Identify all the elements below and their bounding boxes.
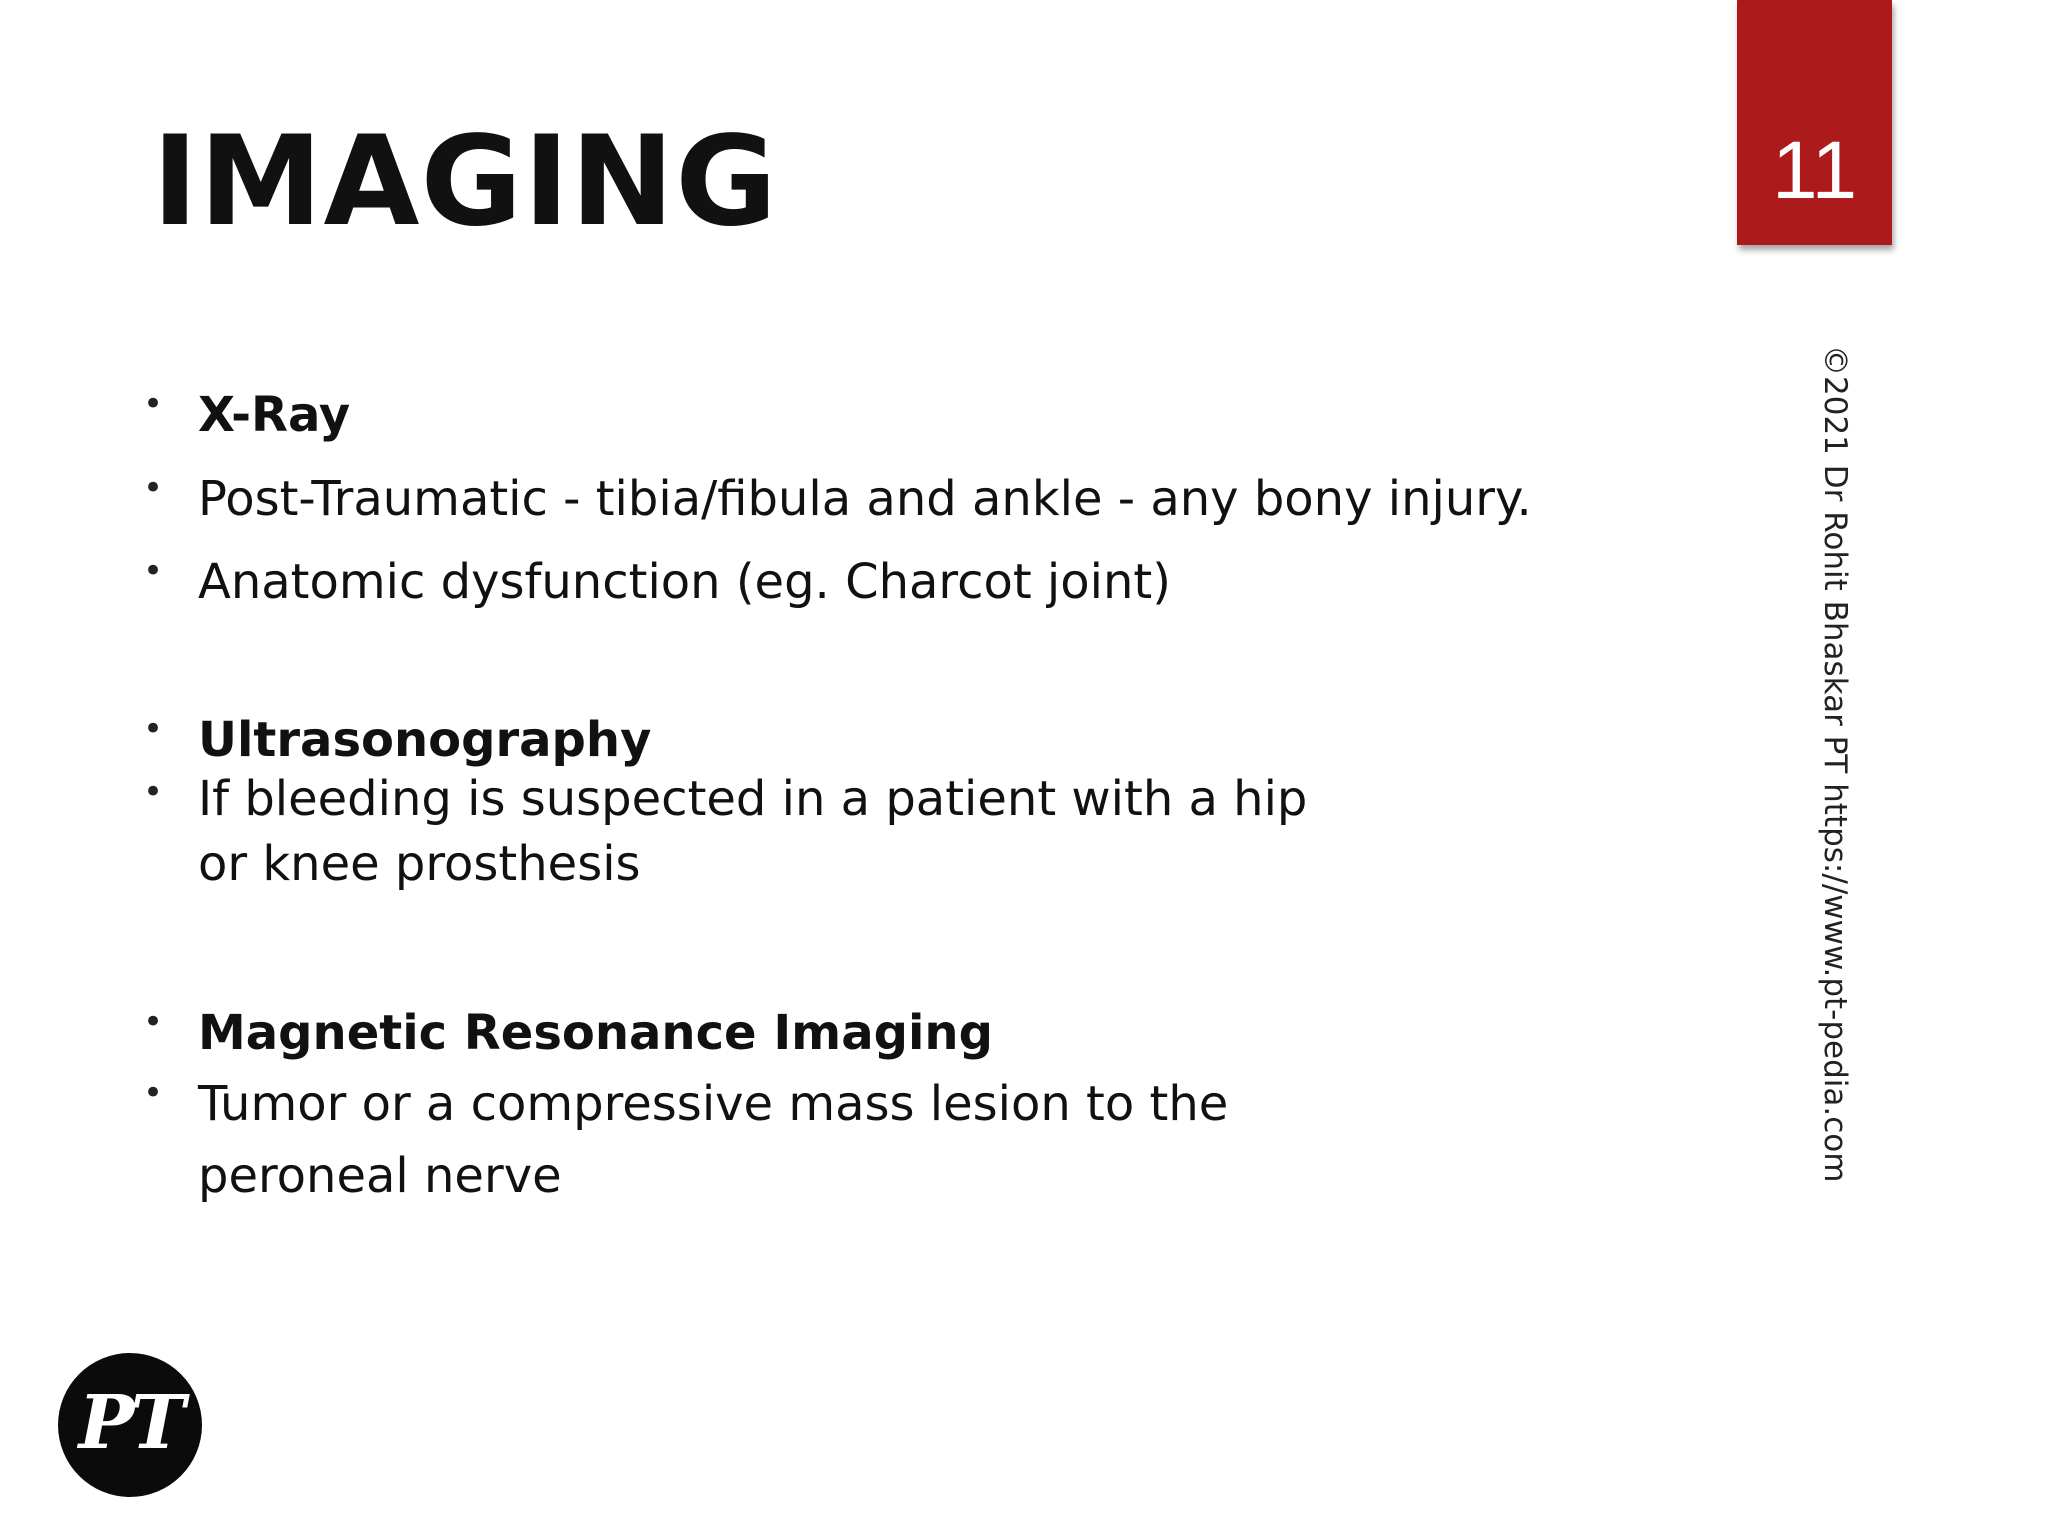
bullet-text: Anatomic dysfunction (eg. Charcot joint) <box>198 554 1171 610</box>
bullet-text-line: peroneal nerve <box>198 1148 562 1204</box>
section-heading: Ultrasonography <box>198 712 652 768</box>
bullet-text-line: If bleeding is suspected in a patient with a hip <box>198 771 1308 827</box>
bullet-icon: • <box>143 1002 164 1042</box>
bullet-heading-mri <box>143 997 993 1069</box>
section-heading: X-Ray <box>198 387 351 443</box>
bullet-text <box>198 767 1307 897</box>
page-number-tab <box>1737 0 1892 245</box>
bullet-heading-xray <box>143 379 350 451</box>
section-heading: Magnetic Resonance Imaging <box>198 1005 993 1061</box>
bullet-text-line: Tumor or a compressive mass lesion to the <box>198 1076 1229 1132</box>
bullet-item <box>143 767 1307 897</box>
bullet-item <box>143 1068 1228 1212</box>
copyright-notice: ©2021 Dr Rohit Bhaskar PT https://www.pt-pedia.com <box>1817 345 1853 1183</box>
bullet-text: Post-Traumatic - tibia/fibula and ankle - any bony injury. <box>198 471 1532 527</box>
bullet-item <box>143 463 1532 535</box>
page-number: 11 <box>1771 125 1858 216</box>
bullet-icon: • <box>143 709 164 749</box>
bullet-icon: • <box>143 1073 164 1113</box>
bullet-text <box>198 1068 1228 1212</box>
bullet-icon: • <box>143 551 164 591</box>
bullet-text-line: or knee prosthesis <box>198 836 641 892</box>
bullet-heading-ultrasonography <box>143 704 651 776</box>
bullet-icon: • <box>143 384 164 424</box>
bullet-item <box>143 546 1171 618</box>
logo-text: PT <box>78 1380 182 1466</box>
bullet-icon: • <box>143 772 164 812</box>
bullet-icon: • <box>143 468 164 508</box>
slide-title: IMAGING <box>152 110 778 254</box>
pt-pedia-logo-icon <box>58 1353 202 1497</box>
